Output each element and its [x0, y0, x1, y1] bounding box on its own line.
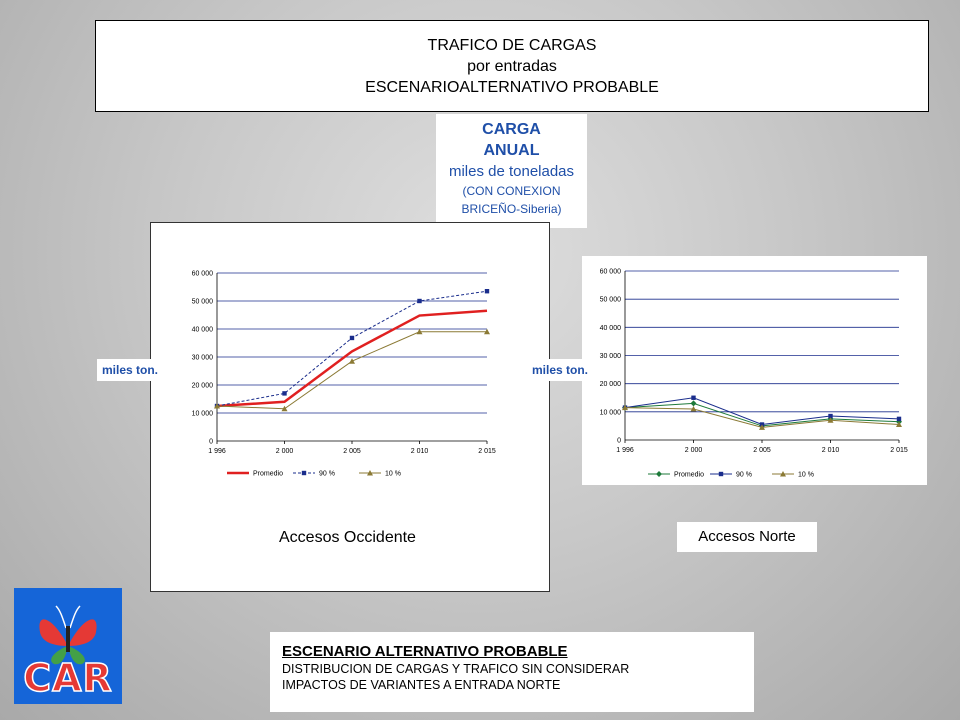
x-tick-label: 2 000 — [275, 448, 294, 455]
footer-heading: ESCENARIO ALTERNATIVO PROBABLE — [282, 643, 568, 660]
y-tick-label: 30 000 — [599, 353, 621, 360]
y-tick-label: 50 000 — [191, 298, 213, 306]
car-logo — [14, 588, 122, 704]
legend-marker — [656, 471, 662, 477]
title-line-2: por entradas — [467, 57, 557, 75]
legend-label: 10 % — [798, 471, 814, 479]
carga-anual-box — [436, 114, 587, 228]
caption-norte: Accesos Norte — [677, 522, 817, 552]
legend-marker — [719, 472, 723, 476]
title-line-3: ESCENARIOALTERNATIVO PROBABLE — [365, 78, 659, 96]
legend-label: Promedio — [674, 471, 704, 479]
legend-label: 10 % — [385, 470, 401, 478]
chart-occidente — [151, 263, 549, 523]
x-tick-label: 2 015 — [890, 447, 908, 454]
legend-label: 90 % — [319, 470, 335, 478]
carga-line-1: CARGA — [482, 121, 541, 138]
y-tick-label: 20 000 — [191, 382, 213, 390]
legend-label: 90 % — [736, 471, 752, 479]
carga-line-3: miles de toneladas — [448, 163, 575, 180]
data-point — [350, 336, 354, 340]
x-tick-label: 2 015 — [478, 448, 496, 455]
y-unit-label-right: miles ton. — [527, 359, 593, 381]
carga-line-2: ANUAL — [483, 142, 540, 159]
y-tick-label: 60 000 — [191, 270, 213, 278]
footer-box — [270, 632, 754, 712]
title-line-1: TRAFICO DE CARGAS — [427, 36, 597, 54]
x-tick-label: 2 010 — [410, 448, 429, 455]
chart-panel-occidente — [150, 222, 550, 592]
title-box — [95, 20, 929, 112]
y-tick-label: 10 000 — [191, 410, 213, 418]
data-point — [349, 358, 355, 364]
legend-marker — [302, 471, 306, 475]
y-tick-label: 60 000 — [599, 268, 621, 276]
y-tick-label: 40 000 — [191, 326, 213, 334]
caption-occidente: Accesos Occidente — [279, 529, 416, 546]
y-tick-label: 50 000 — [599, 296, 621, 304]
x-tick-label: 1 996 — [208, 448, 226, 455]
series-line-90 — [217, 291, 487, 406]
data-point — [485, 289, 489, 293]
data-point — [691, 396, 695, 400]
y-tick-label: 30 000 — [191, 354, 213, 362]
data-point — [417, 299, 421, 303]
y-unit-label-left: miles ton. — [97, 359, 163, 381]
y-tick-label: 10 000 — [599, 409, 621, 417]
data-point — [897, 417, 901, 421]
footer-line-2: IMPACTOS DE VARIANTES A ENTRADA NORTE — [282, 678, 561, 692]
x-tick-label: 2 005 — [343, 448, 361, 455]
carga-line-4: (CON CONEXION — [462, 184, 561, 198]
y-tick-label: 40 000 — [599, 324, 621, 332]
chart-norte — [582, 256, 927, 485]
x-tick-label: 2 010 — [821, 447, 840, 454]
x-tick-label: 1 996 — [616, 447, 634, 454]
legend-label: Promedio — [253, 470, 283, 478]
chart-panel-norte — [582, 256, 927, 485]
data-point — [282, 391, 286, 395]
data-point — [691, 400, 697, 406]
series-line-10 — [217, 332, 487, 409]
y-tick-label: 20 000 — [599, 381, 621, 389]
x-tick-label: 2 005 — [753, 447, 771, 454]
x-tick-label: 2 000 — [684, 447, 703, 454]
y-tick-label: 0 — [209, 438, 213, 446]
footer-line-1: DISTRIBUCION DE CARGAS Y TRAFICO SIN CONSIDERAR — [282, 662, 630, 676]
y-tick-label: 0 — [617, 437, 621, 445]
carga-line-5: BRICEÑO-Siberia) — [461, 202, 562, 216]
logo-text: CAR — [23, 656, 113, 700]
